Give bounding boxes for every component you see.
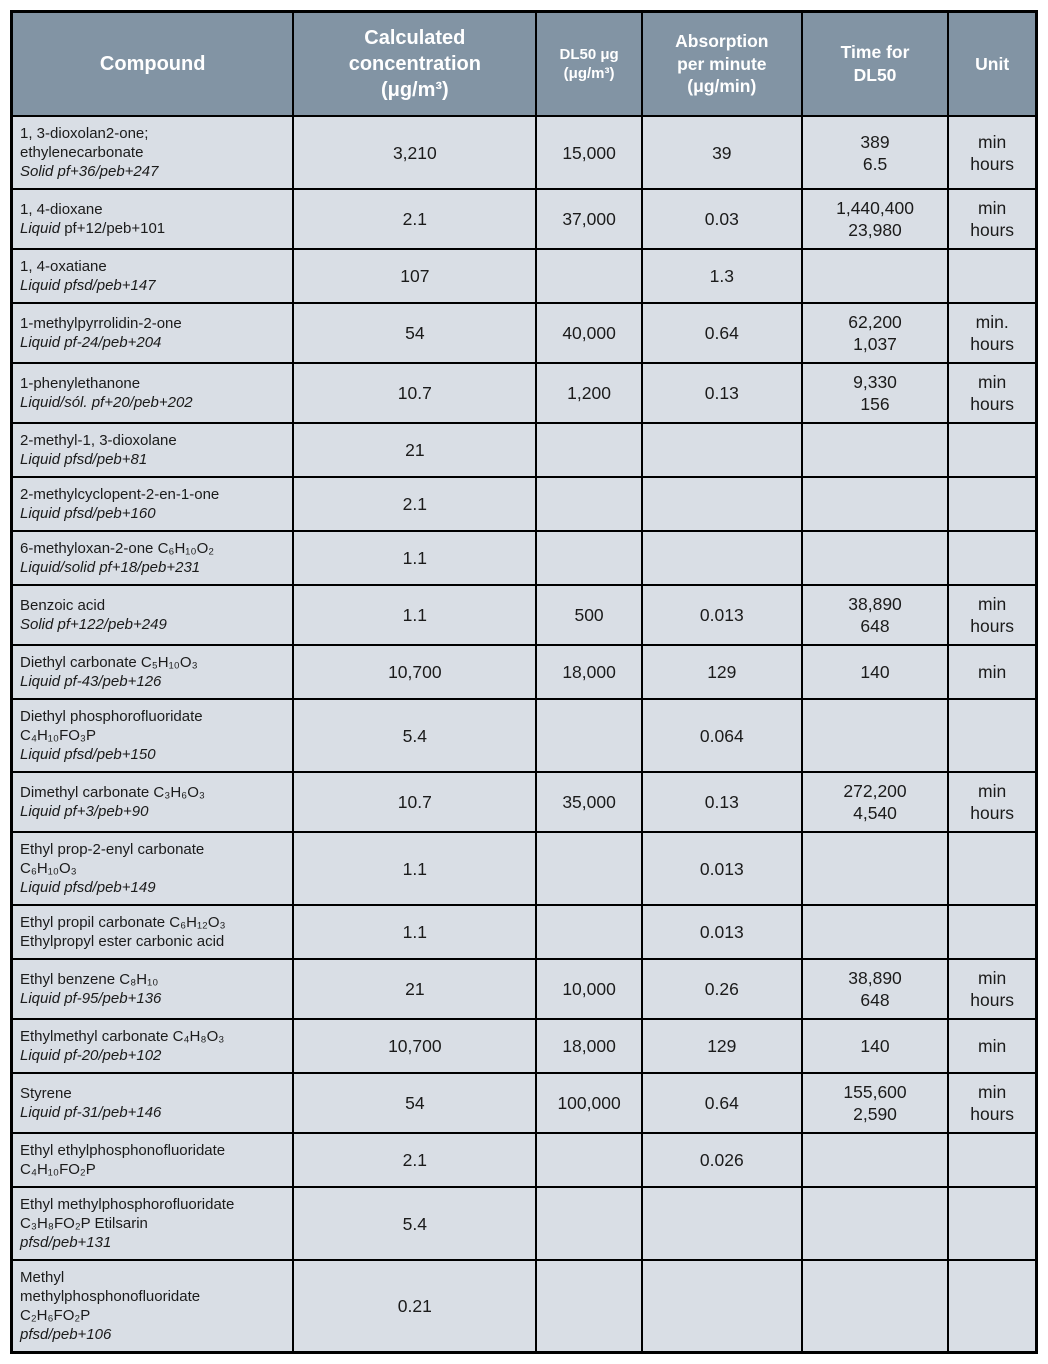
time-cell-value: 140	[860, 1036, 890, 1056]
compound-cell	[12, 772, 294, 832]
concentration-cell-value: 54	[405, 323, 425, 343]
dl50-cell	[536, 905, 642, 959]
compound-line: Liquid pfsd/peb+150	[20, 746, 156, 763]
column-header-line: Unit	[975, 53, 1010, 74]
time-cell-value: 389	[860, 131, 890, 152]
absorption-cell-value: 0.26	[704, 979, 739, 999]
concentration-cell	[293, 772, 536, 832]
unit-cell-value: hours	[970, 1104, 1015, 1124]
concentration-cell-value: 1.1	[402, 858, 427, 879]
compound-line: pfsd/peb+131	[20, 1234, 112, 1251]
compound-line: Liquid/sól. pf+20/peb+202	[20, 394, 193, 411]
compound-cell	[12, 423, 294, 477]
compound-cell	[12, 189, 294, 249]
dl50-cell	[536, 189, 642, 249]
unit-cell	[948, 423, 1036, 477]
concentration-cell-value: 2.1	[402, 209, 427, 229]
compound-cell	[12, 116, 294, 189]
compound-cell	[12, 699, 294, 772]
absorption-cell	[642, 772, 802, 832]
table-row	[12, 363, 1037, 423]
concentration-cell-value: 10.7	[397, 792, 432, 812]
dl50-cell	[536, 1187, 642, 1260]
absorption-cell-value: 39	[712, 142, 732, 163]
time-cell-value: 38,890	[848, 968, 902, 988]
concentration-cell-value: 5.4	[402, 725, 427, 746]
compound-cell	[12, 645, 294, 699]
absorption-cell	[642, 363, 802, 423]
table-row	[12, 585, 1037, 645]
concentration-cell-value: 2.1	[402, 494, 427, 514]
concentration-cell	[293, 531, 536, 585]
time-cell-value: 272,200	[843, 781, 907, 801]
time-cell	[802, 423, 949, 477]
concentration-cell	[293, 1073, 536, 1133]
compound-cell	[12, 832, 294, 905]
unit-cell	[948, 363, 1036, 423]
time-cell	[802, 477, 949, 531]
absorption-cell	[642, 189, 802, 249]
time-cell	[802, 905, 949, 959]
table-row	[12, 832, 1037, 905]
compound-line: C₄H₁₀FO₃P	[20, 727, 97, 744]
absorption-cell-value: 0.64	[704, 323, 739, 343]
table-row	[12, 959, 1037, 1019]
time-cell-value: 1,440,400	[836, 198, 914, 218]
time-cell	[802, 189, 949, 249]
table-row	[12, 1133, 1037, 1187]
unit-cell	[948, 832, 1036, 905]
time-cell	[802, 1133, 949, 1187]
unit-cell	[948, 1133, 1036, 1187]
unit-cell-value: min	[978, 968, 1007, 988]
dl50-cell-value: 37,000	[562, 209, 616, 229]
compound-line: Liquid pf-43/peb+126	[20, 673, 162, 690]
absorption-cell-value: 0.064	[699, 725, 744, 746]
dl50-cell-value: 18,000	[562, 1036, 616, 1056]
absorption-cell-value: 0.03	[704, 209, 739, 229]
concentration-cell	[293, 249, 536, 303]
unit-cell-value: hours	[970, 220, 1015, 240]
dl50-cell	[536, 585, 642, 645]
compound-line: C₄H₁₀FO₂P	[20, 1161, 96, 1178]
concentration-cell-value: 21	[405, 440, 425, 460]
unit-cell-value: hours	[970, 153, 1015, 174]
time-cell-value: 9,330	[853, 372, 897, 392]
compound-cell	[12, 249, 294, 303]
compound-line: 2-methylcyclopent-2-en-1-one	[20, 486, 220, 503]
compound-cell	[12, 477, 294, 531]
table-row	[12, 905, 1037, 959]
absorption-cell-value: 129	[707, 1036, 737, 1056]
unit-cell	[948, 116, 1036, 189]
time-cell	[802, 585, 949, 645]
dl50-cell-value: 18,000	[562, 662, 616, 682]
absorption-cell-value: 129	[707, 662, 737, 682]
time-cell	[802, 116, 949, 189]
concentration-cell	[293, 303, 536, 363]
unit-cell	[948, 303, 1036, 363]
absorption-cell	[642, 585, 802, 645]
compound-line: Liquid pfsd/peb+149	[20, 879, 156, 896]
concentration-cell	[293, 959, 536, 1019]
table-row	[12, 645, 1037, 699]
absorption-cell	[642, 905, 802, 959]
dl50-cell-value: 100,000	[557, 1093, 621, 1113]
table-row	[12, 1019, 1037, 1073]
column-header-line: Time for	[840, 42, 910, 63]
unit-cell	[948, 1187, 1036, 1260]
time-cell-value: 38,890	[848, 594, 902, 614]
column-header-line: per minute	[677, 53, 767, 74]
unit-cell	[948, 772, 1036, 832]
table-row	[12, 477, 1037, 531]
table-row	[12, 772, 1037, 832]
table-body	[12, 116, 1037, 1353]
time-cell	[802, 699, 949, 772]
unit-cell-value: hours	[970, 803, 1015, 823]
unit-cell	[948, 905, 1036, 959]
compound-line: Diethyl carbonate C₅H₁₀O₃	[20, 654, 198, 671]
time-cell	[802, 1073, 949, 1133]
dl50-cell	[536, 832, 642, 905]
dl50-cell	[536, 363, 642, 423]
compound-line: Ethyl methylphosphorofluoridate	[20, 1196, 235, 1213]
compound-line: ethylenecarbonate	[20, 144, 144, 161]
compound-cell	[12, 1073, 294, 1133]
concentration-cell	[293, 832, 536, 905]
column-header-line: concentration	[348, 53, 481, 75]
unit-cell-value: min.	[975, 312, 1009, 332]
time-cell-value: 23,980	[848, 220, 902, 240]
compound-line: Methyl	[20, 1269, 65, 1286]
compound-line: 1-methylpyrrolidin-2-one	[20, 315, 182, 332]
time-cell-value: 4,540	[853, 803, 897, 823]
unit-cell	[948, 645, 1036, 699]
absorption-cell-value: 0.013	[699, 922, 744, 942]
absorption-cell	[642, 531, 802, 585]
concentration-cell	[293, 116, 536, 189]
compound-cell	[12, 531, 294, 585]
concentration-cell-value: 54	[405, 1093, 425, 1113]
time-cell	[802, 1187, 949, 1260]
time-cell	[802, 363, 949, 423]
concentration-cell	[293, 645, 536, 699]
unit-cell	[948, 249, 1036, 303]
dl50-cell-value: 15,000	[562, 142, 616, 163]
absorption-cell	[642, 1260, 802, 1353]
compound-cell	[12, 1019, 294, 1073]
compound-line: Liquid pf-20/peb+102	[20, 1047, 162, 1064]
dl50-cell	[536, 959, 642, 1019]
dl50-cell	[536, 1133, 642, 1187]
concentration-cell-value: 1.1	[402, 605, 427, 625]
absorption-cell	[642, 1019, 802, 1073]
table-row	[12, 1187, 1037, 1260]
time-cell	[802, 531, 949, 585]
dl50-cell	[536, 772, 642, 832]
compound-line: Liquid pf-24/peb+204	[20, 334, 162, 351]
column-header-line: (μg/m³)	[380, 79, 449, 101]
absorption-cell-value: 1.3	[709, 266, 734, 286]
compound-line: pfsd/peb+106	[20, 1326, 112, 1343]
compound-cell	[12, 1187, 294, 1260]
unit-cell	[948, 585, 1036, 645]
compound-cell	[12, 303, 294, 363]
unit-cell	[948, 531, 1036, 585]
concentration-cell	[293, 1133, 536, 1187]
time-cell	[802, 249, 949, 303]
unit-cell-value: min	[978, 1036, 1007, 1056]
dl50-cell	[536, 1019, 642, 1073]
compound-cell	[12, 585, 294, 645]
column-header-time	[802, 12, 949, 117]
dl50-cell	[536, 116, 642, 189]
absorption-cell-value: 0.026	[699, 1150, 744, 1170]
absorption-cell	[642, 1133, 802, 1187]
absorption-cell-value: 0.13	[704, 792, 739, 812]
column-header-line: DL50 μg	[559, 45, 619, 63]
table-row	[12, 423, 1037, 477]
absorption-cell	[642, 699, 802, 772]
column-header-compound	[12, 12, 294, 117]
compound-line: Ethyl prop-2-enyl carbonate	[20, 841, 205, 858]
absorption-cell	[642, 116, 802, 189]
column-header-line: DL50	[853, 65, 897, 85]
unit-cell	[948, 959, 1036, 1019]
absorption-cell	[642, 1187, 802, 1260]
concentration-cell	[293, 1187, 536, 1260]
unit-cell	[948, 1019, 1036, 1073]
concentration-cell	[293, 363, 536, 423]
time-cell	[802, 1019, 949, 1073]
concentration-cell-value: 1.1	[402, 548, 427, 568]
concentration-cell-value: 21	[405, 979, 425, 999]
dl50-cell	[536, 303, 642, 363]
dl50-cell	[536, 1073, 642, 1133]
time-cell-value: 6.5	[862, 153, 888, 174]
unit-cell	[948, 1073, 1036, 1133]
compound-line: Liquid pf+12/peb+101	[20, 220, 166, 237]
column-header-line: Absorption	[675, 30, 769, 51]
concentration-cell-value: 2.1	[402, 1150, 427, 1170]
unit-cell-value: hours	[970, 616, 1015, 636]
compound-cell	[12, 363, 294, 423]
dl50-cell	[536, 699, 642, 772]
dl50-cell	[536, 249, 642, 303]
unit-cell-value: min	[978, 662, 1007, 682]
time-cell	[802, 645, 949, 699]
time-cell-value: 155,600	[843, 1082, 907, 1102]
compound-line: Ethyl propil carbonate C₆H₁₂O₃	[20, 914, 226, 931]
column-header-concentration	[293, 12, 536, 117]
concentration-cell	[293, 189, 536, 249]
table-row	[12, 699, 1037, 772]
unit-cell-value: min	[978, 198, 1007, 218]
concentration-cell-value: 3,210	[392, 142, 437, 163]
compound-line: 1, 4-oxatiane	[20, 258, 107, 275]
compound-line: 2-methyl-1, 3-dioxolane	[20, 432, 177, 449]
time-cell-value: 156	[860, 394, 890, 414]
compound-line: Liquid/solid pf+18/peb+231	[20, 559, 201, 576]
unit-cell	[948, 699, 1036, 772]
absorption-cell	[642, 959, 802, 1019]
compound-line: Liquid pfsd/peb+160	[20, 505, 156, 522]
compound-line: Ethylmethyl carbonate C₄H₈O₃	[20, 1028, 225, 1045]
time-cell-value: 2,590	[853, 1104, 897, 1124]
table-row	[12, 189, 1037, 249]
time-cell-value: 648	[860, 616, 890, 636]
dl50-cell	[536, 531, 642, 585]
absorption-cell-value: 0.64	[704, 1093, 739, 1113]
compound-line: Ethyl benzene C₈H₁₀	[20, 971, 159, 988]
time-cell	[802, 772, 949, 832]
compound-table	[10, 10, 1038, 1354]
absorption-cell-value: 0.013	[699, 605, 744, 625]
compound-line: Liquid pf-31/peb+146	[20, 1104, 162, 1121]
table-row	[12, 531, 1037, 585]
table-header-row	[12, 12, 1037, 117]
concentration-cell-value: 10,700	[388, 1036, 442, 1056]
unit-cell-value: min	[978, 372, 1007, 392]
dl50-cell	[536, 645, 642, 699]
compound-line: C₃H₈FO₂P Etilsarin	[20, 1215, 148, 1232]
dl50-cell	[536, 477, 642, 531]
time-cell	[802, 832, 949, 905]
unit-cell-value: min	[978, 131, 1007, 152]
absorption-cell	[642, 832, 802, 905]
concentration-cell	[293, 699, 536, 772]
compound-line: Solid pf+122/peb+249	[20, 616, 167, 633]
compound-line: Liquid pfsd/peb+147	[20, 277, 156, 294]
dl50-cell-value: 10,000	[562, 979, 616, 999]
concentration-cell	[293, 585, 536, 645]
column-header-unit	[948, 12, 1036, 117]
compound-line: Dimethyl carbonate C₃H₆O₃	[20, 784, 205, 801]
concentration-cell-value: 10.7	[397, 383, 432, 403]
unit-cell-value: min	[978, 1082, 1007, 1102]
column-header-line: Calculated	[364, 27, 466, 49]
compound-line: 6-methyloxan-2-one C₆H₁₀O₂	[20, 540, 215, 557]
time-cell-value: 648	[860, 990, 890, 1010]
dl50-cell-value: 40,000	[562, 323, 616, 343]
time-cell-value: 62,200	[848, 312, 902, 332]
compound-line: 1-phenylethanone	[20, 375, 141, 392]
dl50-cell-value: 1,200	[567, 383, 611, 403]
dl50-cell	[536, 423, 642, 477]
unit-cell-value: hours	[970, 394, 1015, 414]
column-header-dl50	[536, 12, 642, 117]
compound-line: methylphosphonofluoridate	[20, 1288, 201, 1305]
table-row	[12, 1073, 1037, 1133]
compound-line: 1, 4-dioxane	[20, 201, 103, 218]
compound-line: Solid pf+36/peb+247	[20, 163, 159, 180]
concentration-cell	[293, 477, 536, 531]
absorption-cell	[642, 249, 802, 303]
concentration-cell-value: 10,700	[388, 662, 442, 682]
compound-line: C₆H₁₀O₃	[20, 860, 77, 877]
compound-line: Diethyl phosphorofluoridate	[20, 708, 203, 725]
unit-cell	[948, 189, 1036, 249]
absorption-cell	[642, 645, 802, 699]
column-header-line: Compound	[99, 53, 206, 75]
absorption-cell	[642, 303, 802, 363]
table-row	[12, 116, 1037, 189]
compound-line: C₂H₆FO₂P	[20, 1307, 91, 1324]
compound-line: 1, 3-dioxolan2-one;	[20, 125, 149, 142]
absorption-cell	[642, 423, 802, 477]
column-header-absorption	[642, 12, 802, 117]
unit-cell-value: hours	[970, 990, 1015, 1010]
time-cell-value: 1,037	[853, 334, 897, 354]
unit-cell-value: min	[978, 594, 1007, 614]
dl50-cell	[536, 1260, 642, 1353]
compound-line: Benzoic acid	[20, 597, 106, 614]
table-row	[12, 249, 1037, 303]
compound-cell	[12, 1260, 294, 1353]
column-header-line: (μg/min)	[687, 76, 757, 97]
concentration-cell-value: 1.1	[402, 922, 427, 942]
unit-cell	[948, 477, 1036, 531]
concentration-cell	[293, 423, 536, 477]
dl50-cell-value: 500	[574, 605, 604, 625]
compound-line: Ethylpropyl ester carbonic acid	[20, 933, 225, 950]
compound-cell	[12, 905, 294, 959]
concentration-cell	[293, 905, 536, 959]
compound-line: Ethyl ethylphosphonofluoridate	[20, 1142, 226, 1159]
unit-cell	[948, 1260, 1036, 1353]
table-row	[12, 303, 1037, 363]
concentration-cell-value: 107	[400, 266, 430, 286]
time-cell-value: 140	[860, 662, 890, 682]
time-cell	[802, 959, 949, 1019]
absorption-cell-value: 0.013	[699, 858, 744, 879]
compound-cell	[12, 1133, 294, 1187]
compound-line: Liquid pf-95/peb+136	[20, 990, 162, 1007]
absorption-cell-value: 0.13	[704, 383, 739, 403]
absorption-cell	[642, 477, 802, 531]
unit-cell-value: min	[978, 781, 1007, 801]
compound-line: Styrene	[20, 1085, 72, 1102]
table-row	[12, 1260, 1037, 1353]
absorption-cell	[642, 1073, 802, 1133]
concentration-cell-value: 0.21	[397, 1296, 432, 1316]
time-cell	[802, 1260, 949, 1353]
time-cell	[802, 303, 949, 363]
column-header-line: (μg/m³)	[563, 65, 615, 82]
concentration-cell	[293, 1019, 536, 1073]
compound-cell	[12, 959, 294, 1019]
dl50-cell-value: 35,000	[562, 792, 616, 812]
concentration-cell-value: 5.4	[402, 1213, 427, 1234]
compound-line: Liquid pfsd/peb+81	[20, 451, 148, 468]
unit-cell-value: hours	[970, 334, 1015, 354]
compound-line: Liquid pf+3/peb+90	[20, 803, 149, 820]
concentration-cell	[293, 1260, 536, 1353]
